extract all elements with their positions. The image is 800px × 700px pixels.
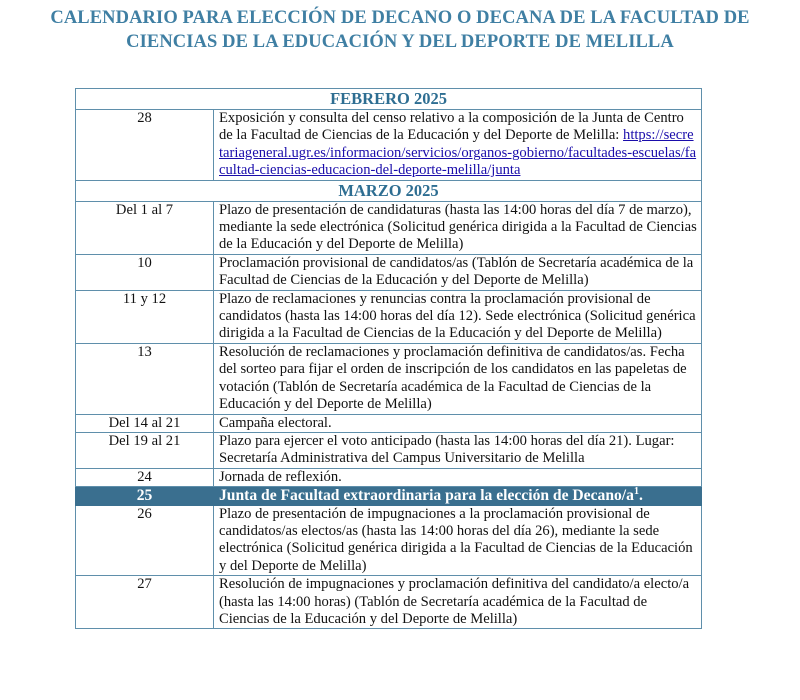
table-row bbox=[76, 110, 702, 181]
row-date: 11 y 12 bbox=[76, 290, 214, 343]
document-title-line-2: CIENCIAS DE LA EDUCACIÓN Y DEL DEPORTE DE MELILLA bbox=[126, 32, 674, 52]
row-description: Plazo de presentación de impugnaciones a la proclamación provisional de candidatos/as electos/as (hasta las 14:00 horas del día 26), mediante la sede electrónica (Solicitud genérica dirigida a la Facultad de Ciencias de la Educación y del Deporte de Melilla) bbox=[214, 505, 702, 576]
row-text: Junta de Facultad extraordinaria para la elección de Decano/a bbox=[219, 487, 634, 505]
table-row bbox=[76, 432, 702, 468]
table-row bbox=[76, 201, 702, 254]
document-title bbox=[40, 6, 760, 54]
row-description: Proclamación provisional de candidatos/as (Tablón de Secretaría académica de la Facultad de Ciencias de la Educación y del Deporte de Melilla) bbox=[214, 254, 702, 290]
row-date: 27 bbox=[76, 576, 214, 629]
row-description bbox=[214, 110, 702, 181]
row-description bbox=[214, 487, 702, 505]
table-row bbox=[76, 254, 702, 290]
row-description: Plazo para ejercer el voto anticipado (hasta las 14:00 horas del día 21). Lugar: Secretaría Administrativa del Campus Universitario de Melilla bbox=[214, 432, 702, 468]
month-header-march: MARZO 2025 bbox=[76, 180, 702, 201]
month-header-row bbox=[76, 89, 702, 110]
month-header-february: FEBRERO 2025 bbox=[76, 89, 702, 110]
month-header-row bbox=[76, 180, 702, 201]
row-date: 10 bbox=[76, 254, 214, 290]
table-row bbox=[76, 468, 702, 486]
row-date: 25 bbox=[76, 487, 214, 505]
row-date: 28 bbox=[76, 110, 214, 181]
row-date: 24 bbox=[76, 468, 214, 486]
row-date: 13 bbox=[76, 343, 214, 414]
row-date: Del 14 al 21 bbox=[76, 414, 214, 432]
row-description: Campaña electoral. bbox=[214, 414, 702, 432]
row-description: Jornada de reflexión. bbox=[214, 468, 702, 486]
row-date: 26 bbox=[76, 505, 214, 576]
table-row bbox=[76, 290, 702, 343]
highlighted-election-row bbox=[76, 487, 702, 505]
table-row bbox=[76, 414, 702, 432]
row-description: Resolución de reclamaciones y proclamación definitiva de candidatos/as. Fecha del sorteo para fijar el orden de inscripción de los candidatos en las papeletas de votación (Tablón de Secretaría académica de la Facultad de Ciencias de la Educación y del Deporte de Melilla) bbox=[214, 343, 702, 414]
table-row bbox=[76, 343, 702, 414]
row-text-end: . bbox=[638, 487, 643, 505]
table-row bbox=[76, 505, 702, 576]
row-description: Resolución de impugnaciones y proclamación definitiva del candidato/a electo/a (hasta las 14:00 horas) (Tablón de Secretaría académica de la Facultad de Ciencias de la Educación y del Deporte de Melilla) bbox=[214, 576, 702, 629]
row-description: Plazo de reclamaciones y renuncias contra la proclamación provisional de candidatos (hasta las 14:00 horas del día 12). Sede electrónica (Solicitud genérica dirigida a la Facultad de Ciencias de la Educación y del Deporte de Melilla) bbox=[214, 290, 702, 343]
row-description: Plazo de presentación de candidaturas (hasta las 14:00 horas del día 7 de marzo), mediante la sede electrónica (Solicitud genérica dirigida a la Facultad de Ciencias de la Educación y del Deporte de Melilla) bbox=[214, 201, 702, 254]
election-calendar-table bbox=[75, 88, 702, 629]
junta-census-link[interactable]: https://secretariageneral.ugr.es/informacion/servicios/organos-gobierno/facultades-escuelas/facultad-ciencias-educacion-del-deporte-melilla/junta bbox=[219, 127, 697, 179]
row-date: Del 19 al 21 bbox=[76, 432, 214, 468]
row-date: Del 1 al 7 bbox=[76, 201, 214, 254]
document-title-line-1: CALENDARIO PARA ELECCIÓN DE DECANO O DECANA DE LA FACULTAD DE bbox=[50, 8, 750, 28]
footnote-marker: 1 bbox=[633, 485, 639, 497]
row-text: Exposición y consulta del censo relativo a la composición de la Junta de Centro de la Facultad de Ciencias de la Educación y del Deporte de Melilla: bbox=[219, 110, 684, 144]
table-row bbox=[76, 576, 702, 629]
